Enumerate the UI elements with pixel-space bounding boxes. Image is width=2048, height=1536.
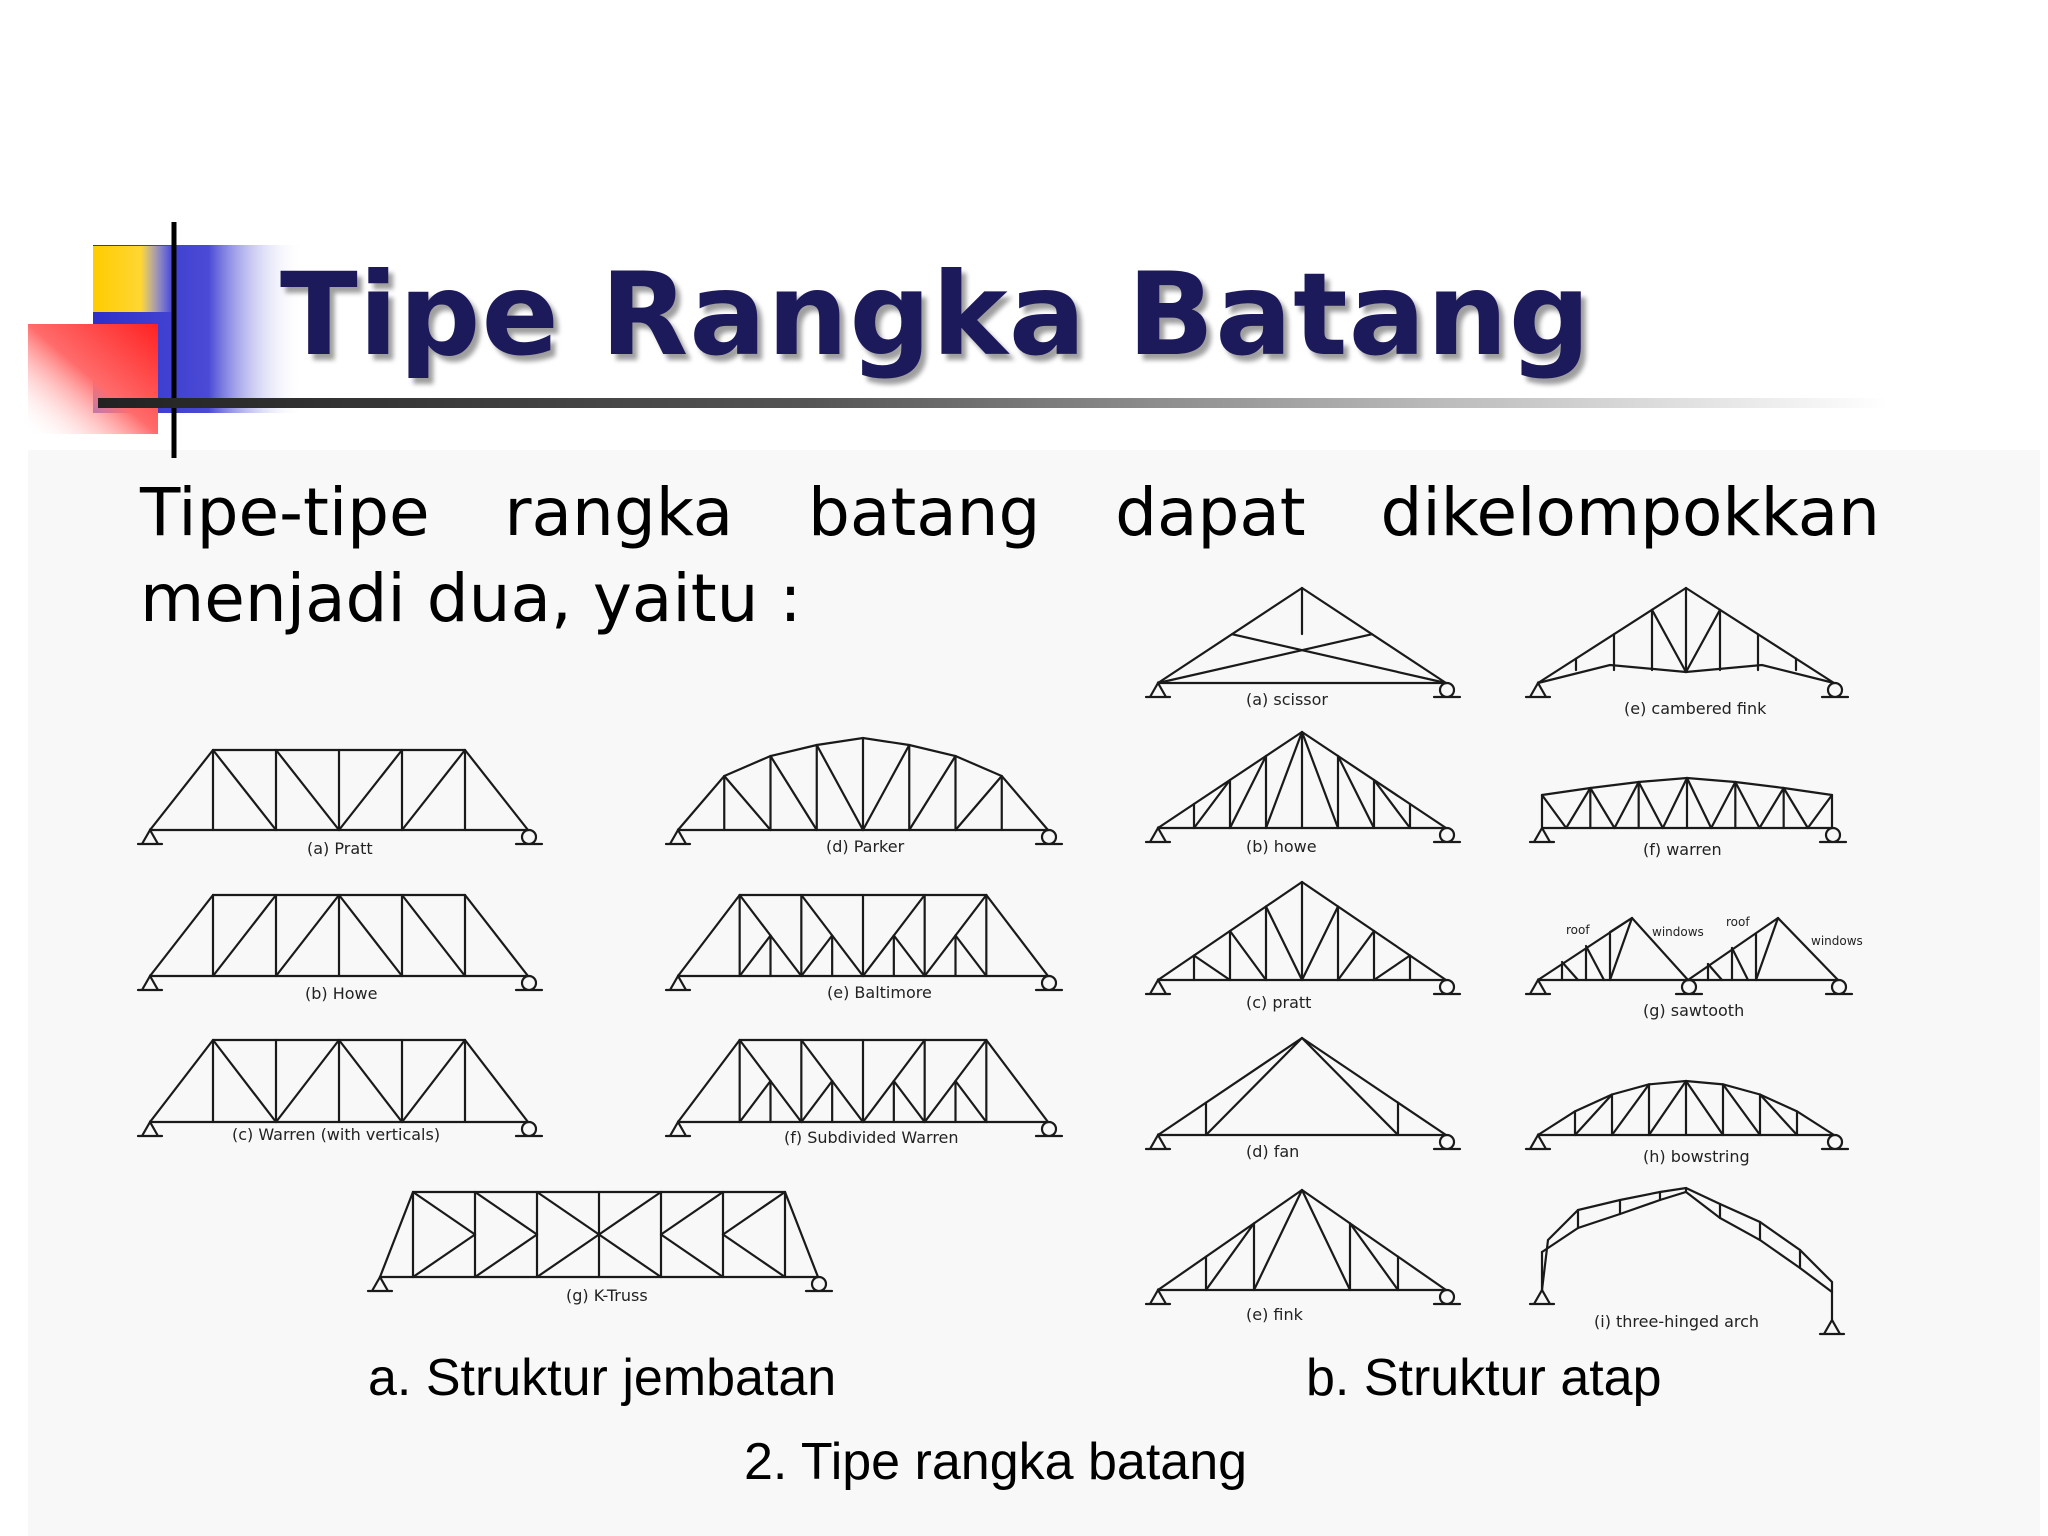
label-roof-three-hinged-arch: (i) three-hinged arch	[1594, 1312, 1760, 1331]
label-bridge-warren: (c) Warren (with verticals)	[232, 1125, 441, 1144]
label-bridge-baltimore: (e) Baltimore	[827, 983, 932, 1002]
truss-roof-warren	[1530, 778, 1846, 842]
truss-roof-scissor	[1146, 588, 1460, 697]
label-roof-scissor: (a) scissor	[1246, 690, 1328, 709]
label-bridge-subdivided-warren: (f) Subdivided Warren	[784, 1128, 959, 1147]
intro-paragraph: Tipe-tipe rangka batang dapat dikelompokkan menjadi dua, yaitu :	[140, 474, 1880, 637]
truss-roof-bowstring	[1526, 1081, 1848, 1149]
label-bridge-pratt: (a) Pratt	[307, 839, 373, 858]
label-sawtooth-roof-1: roof	[1566, 923, 1590, 937]
truss-bridge-parker	[666, 738, 1062, 844]
truss-roof-howe	[1146, 732, 1460, 842]
label-roof-warren: (f) warren	[1643, 840, 1722, 859]
label-roof-bowstring: (h) bowstring	[1643, 1147, 1750, 1166]
label-sawtooth-windows-1: windows	[1652, 925, 1704, 939]
caption-roof-structure: b. Struktur atap	[1306, 1349, 1662, 1407]
truss-roof-fink	[1146, 1190, 1460, 1304]
figure-caption: 2. Tipe rangka batang	[744, 1433, 1248, 1491]
truss-bridge-baltimore	[666, 895, 1062, 990]
label-roof-fan: (d) fan	[1246, 1142, 1300, 1161]
slide-title: Tipe Rangka Batang	[280, 248, 1592, 381]
label-roof-fink: (e) fink	[1246, 1305, 1303, 1324]
label-roof-sawtooth: (g) sawtooth	[1643, 1001, 1745, 1020]
caption-bridge-structure: a. Struktur jembatan	[368, 1349, 837, 1407]
label-sawtooth-roof-2: roof	[1726, 915, 1750, 929]
label-sawtooth-windows-2: windows	[1811, 934, 1863, 948]
truss-roof-fan	[1146, 1038, 1460, 1149]
label-bridge-k-truss: (g) K-Truss	[566, 1286, 648, 1305]
label-bridge-howe: (b) Howe	[305, 984, 378, 1003]
truss-bridge-howe	[138, 895, 542, 990]
label-roof-cambered-fink: (e) cambered fink	[1624, 699, 1767, 718]
truss-roof-pratt	[1146, 882, 1460, 994]
truss-bridge-k-truss	[368, 1192, 832, 1291]
truss-roof-cambered-fink	[1526, 588, 1848, 697]
label-roof-pratt: (c) pratt	[1246, 993, 1312, 1012]
truss-bridge-pratt	[138, 750, 542, 844]
label-roof-howe: (b) howe	[1246, 837, 1317, 856]
label-bridge-parker: (d) Parker	[826, 837, 905, 856]
truss-bridge-subdivided-warren	[666, 1040, 1062, 1136]
truss-bridge-warren	[138, 1040, 542, 1136]
